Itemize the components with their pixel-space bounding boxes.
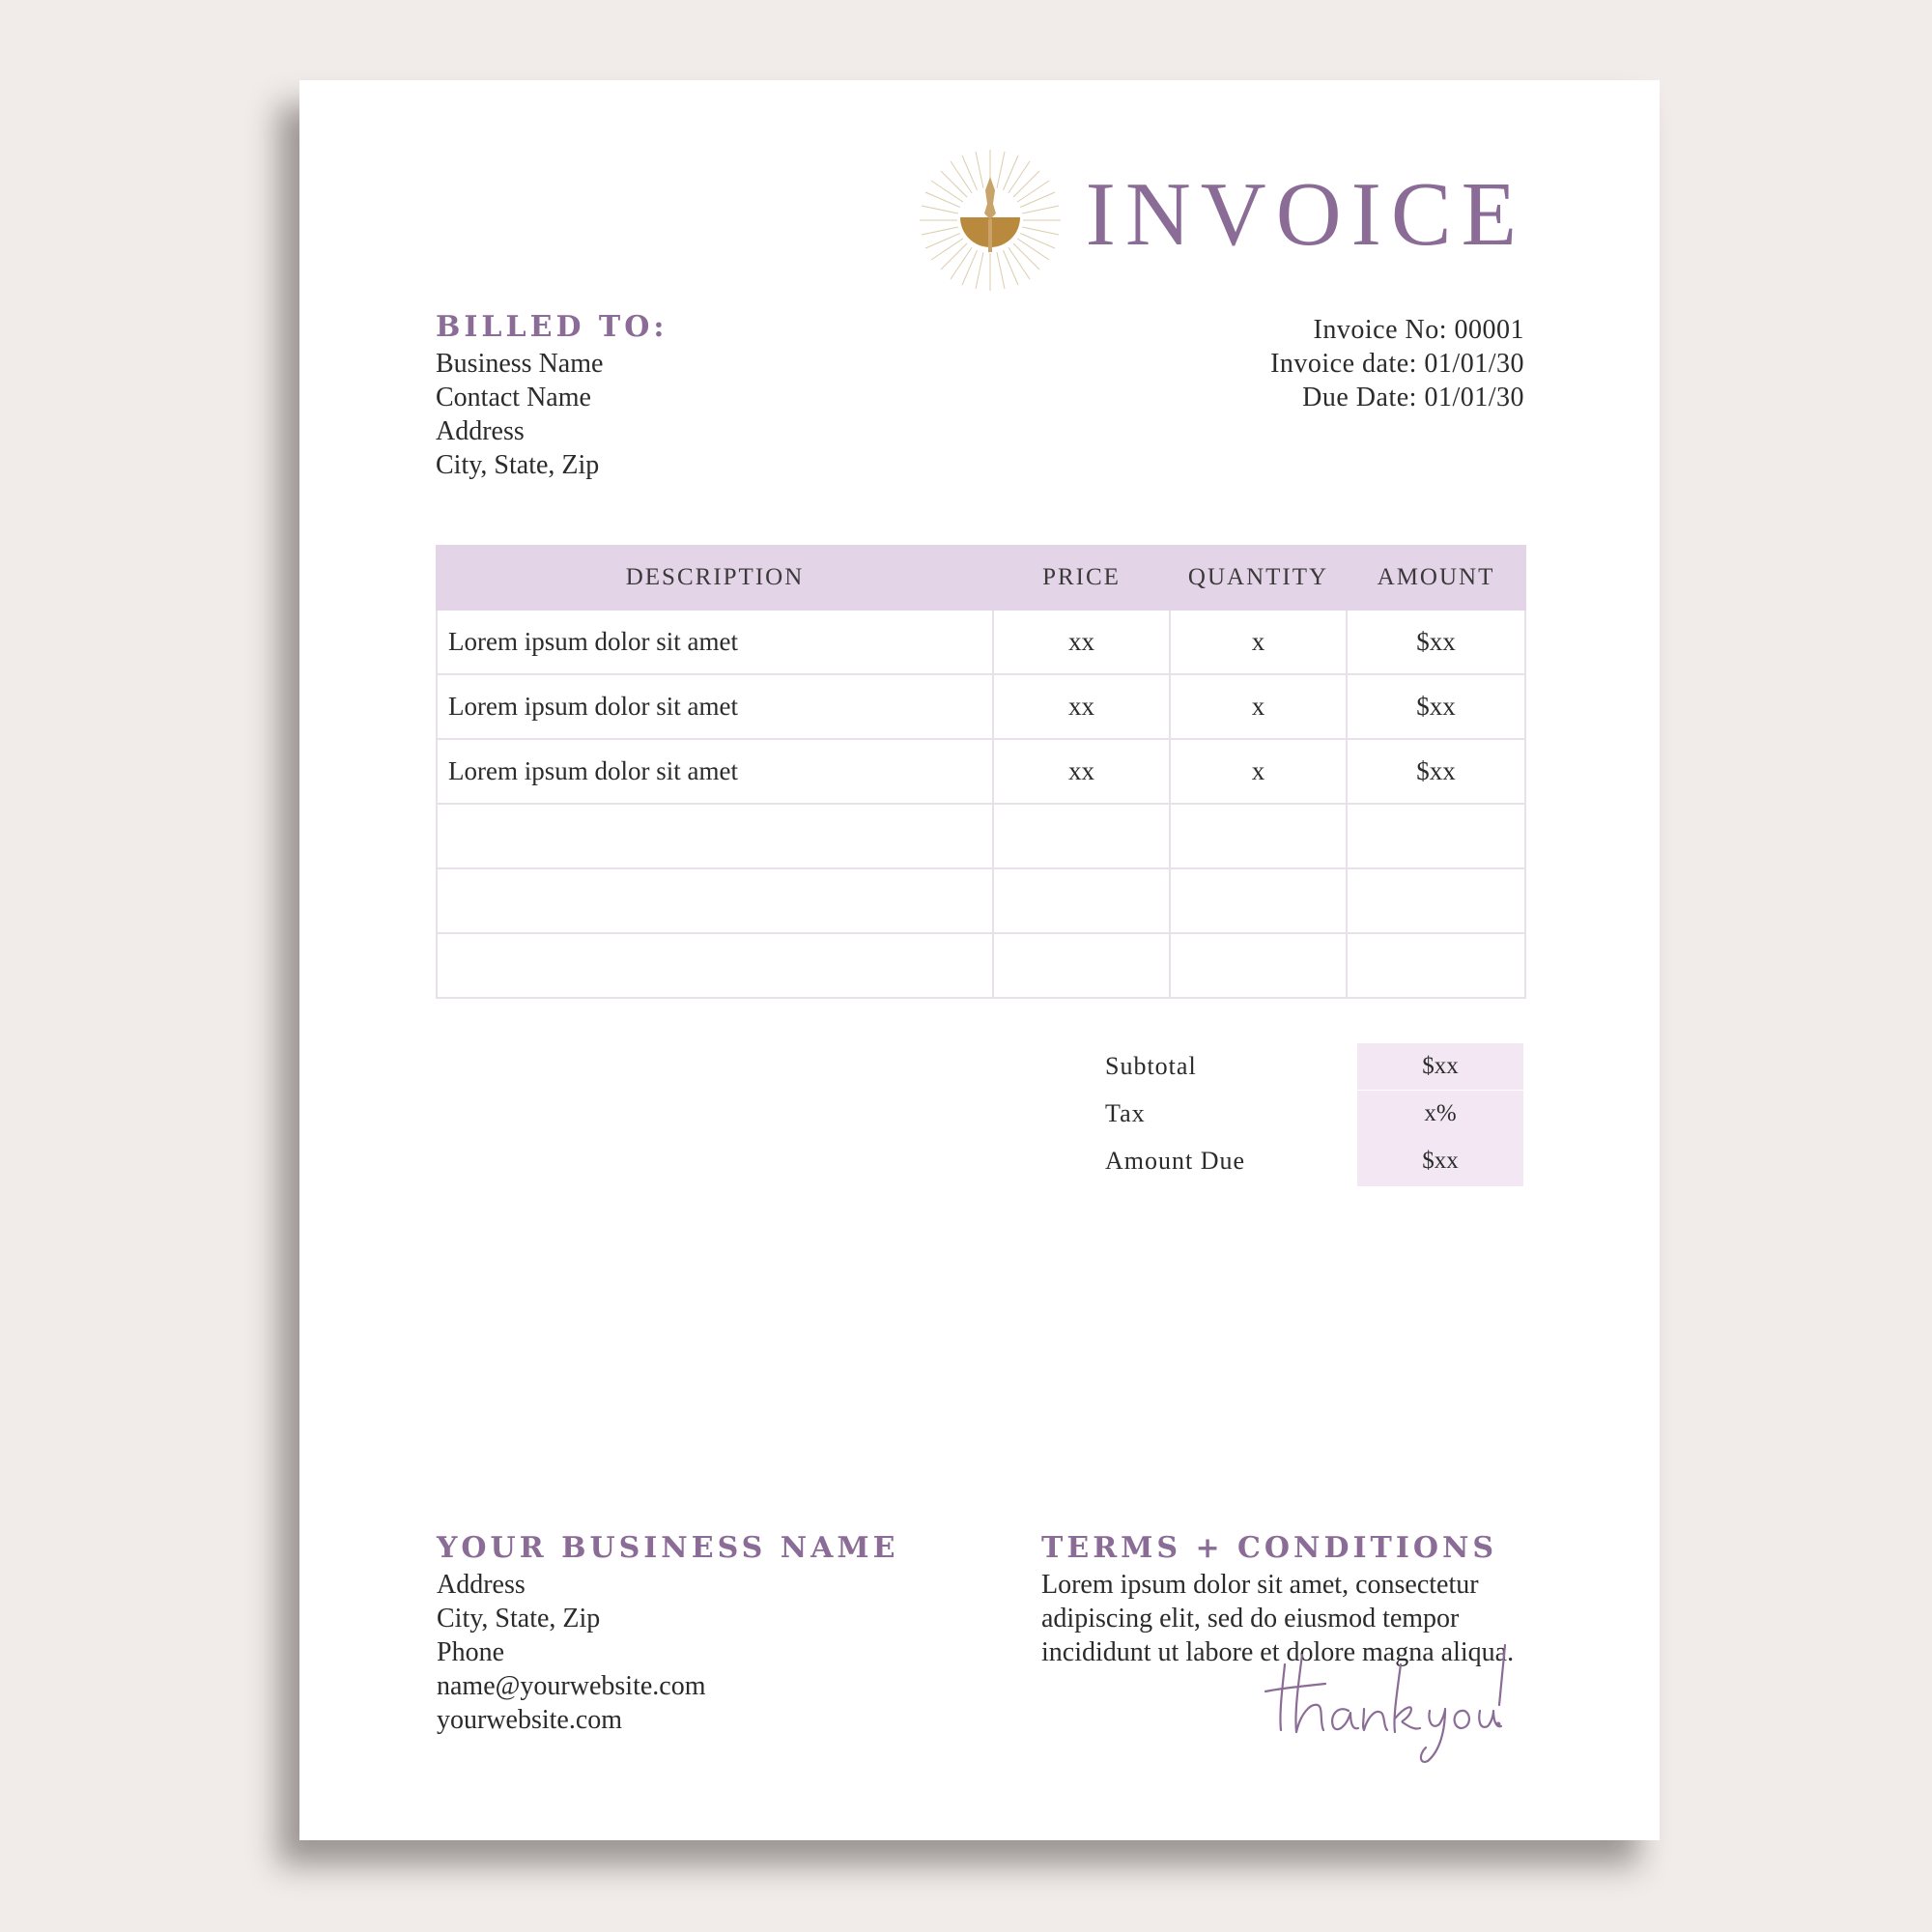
row-quantity: x bbox=[1170, 610, 1347, 674]
row-price bbox=[993, 933, 1170, 998]
row-description: Lorem ipsum dolor sit amet bbox=[437, 739, 993, 804]
table-row bbox=[437, 933, 1525, 998]
row-quantity bbox=[1170, 933, 1347, 998]
table-header-row bbox=[437, 546, 1525, 610]
row-price: xx bbox=[993, 739, 1170, 804]
terms-heading: TERMS + CONDITIONS bbox=[1041, 1531, 1498, 1565]
row-price bbox=[993, 804, 1170, 868]
invoice-title: INVOICE bbox=[1085, 164, 1526, 265]
column-header-amount: AMOUNT bbox=[1347, 546, 1525, 610]
business-name-heading: YOUR BUSINESS NAME bbox=[437, 1531, 899, 1565]
line-items-table bbox=[436, 545, 1526, 999]
invoice-page bbox=[299, 80, 1660, 1840]
subtotal-value: $xx bbox=[1357, 1043, 1523, 1090]
table-row bbox=[437, 674, 1525, 739]
table-row bbox=[437, 804, 1525, 868]
table-row bbox=[437, 868, 1525, 933]
sun-half-moon-icon bbox=[918, 148, 1063, 293]
business-website: yourwebsite.com bbox=[437, 1705, 623, 1735]
row-amount bbox=[1347, 804, 1525, 868]
column-header-description: DESCRIPTION bbox=[437, 546, 993, 610]
terms-line: incididunt ut labore et dolore magna aliqua. bbox=[1041, 1637, 1515, 1667]
column-header-price: PRICE bbox=[993, 546, 1170, 610]
business-address: Address bbox=[437, 1570, 526, 1600]
row-description bbox=[437, 804, 993, 868]
billed-address: Address bbox=[436, 416, 525, 446]
amount-due-value: $xx bbox=[1357, 1136, 1523, 1186]
business-email: name@yourwebsite.com bbox=[437, 1671, 706, 1701]
totals-block bbox=[1095, 1043, 1528, 1185]
table-row bbox=[437, 610, 1525, 674]
row-amount: $xx bbox=[1347, 610, 1525, 674]
row-description: Lorem ipsum dolor sit amet bbox=[437, 674, 993, 739]
billed-business-name: Business Name bbox=[436, 349, 604, 379]
invoice-number: Invoice No: 00001 bbox=[1313, 315, 1524, 345]
billed-contact-name: Contact Name bbox=[436, 383, 591, 412]
row-price bbox=[993, 868, 1170, 933]
row-description: Lorem ipsum dolor sit amet bbox=[437, 610, 993, 674]
amount-due-row bbox=[1095, 1138, 1528, 1184]
billed-city-state-zip: City, State, Zip bbox=[436, 450, 600, 480]
row-price: xx bbox=[993, 674, 1170, 739]
row-amount bbox=[1347, 868, 1525, 933]
row-quantity: x bbox=[1170, 674, 1347, 739]
business-phone: Phone bbox=[437, 1637, 504, 1667]
row-quantity bbox=[1170, 868, 1347, 933]
invoice-date: Invoice date: 01/01/30 bbox=[1270, 349, 1524, 379]
tax-row bbox=[1095, 1091, 1528, 1137]
row-amount bbox=[1347, 933, 1525, 998]
billed-to-block bbox=[436, 308, 919, 482]
invoice-meta bbox=[1270, 313, 1524, 414]
amount-due-label: Amount Due bbox=[1105, 1147, 1246, 1175]
subtotal-row bbox=[1095, 1043, 1528, 1090]
tax-value: x% bbox=[1357, 1091, 1523, 1137]
row-quantity: x bbox=[1170, 739, 1347, 804]
subtotal-label: Subtotal bbox=[1105, 1052, 1197, 1080]
row-price: xx bbox=[993, 610, 1170, 674]
terms-line: adipiscing elit, sed do eiusmod tempor bbox=[1041, 1604, 1460, 1634]
table-row bbox=[437, 739, 1525, 804]
business-info-block bbox=[437, 1529, 978, 1737]
business-city-state-zip: City, State, Zip bbox=[437, 1604, 601, 1634]
due-date: Due Date: 01/01/30 bbox=[1302, 383, 1524, 412]
row-quantity bbox=[1170, 804, 1347, 868]
column-header-quantity: QUANTITY bbox=[1170, 546, 1347, 610]
row-description bbox=[437, 933, 993, 998]
row-amount: $xx bbox=[1347, 739, 1525, 804]
thank-you-signature bbox=[1256, 1626, 1507, 1771]
terms-line: Lorem ipsum dolor sit amet, consectetur bbox=[1041, 1570, 1479, 1600]
row-description bbox=[437, 868, 993, 933]
tax-label: Tax bbox=[1105, 1099, 1146, 1127]
row-amount: $xx bbox=[1347, 674, 1525, 739]
billed-to-heading: BILLED TO: bbox=[436, 310, 668, 344]
